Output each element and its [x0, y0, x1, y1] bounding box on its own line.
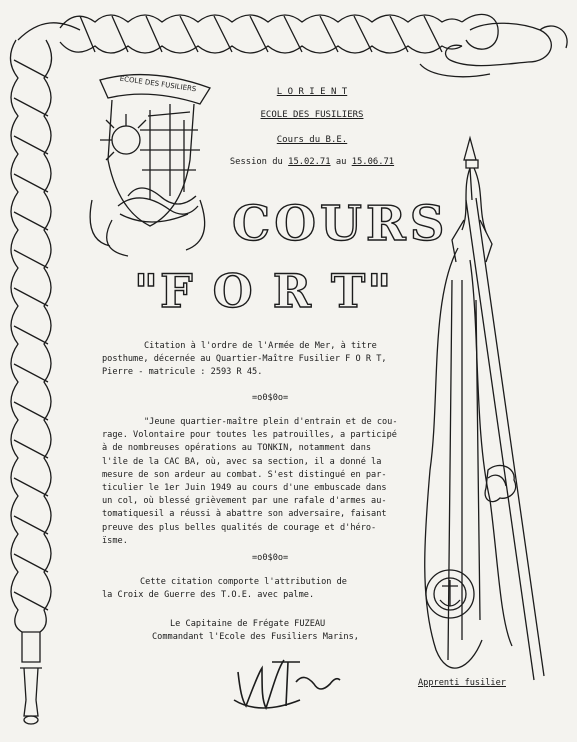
body-line: l'île de la CAC BA, où, avec sa section, il a donné la	[102, 456, 382, 467]
school-name: ECOLE DES FUSILIERS	[260, 110, 364, 120]
citation-body	[102, 416, 424, 548]
flag-caption: Apprenti fusilier	[418, 678, 506, 688]
body-line: preuve des plus belles qualités de courage et d'héro-	[102, 522, 377, 533]
emblem-label: ECOLE DES FUSILIERS	[119, 74, 197, 94]
title-cours: COURS	[232, 196, 449, 252]
session-prefix: Session du	[229, 157, 283, 167]
course-name: Cours du B.E.	[276, 135, 348, 145]
city: L O R I E N T	[276, 87, 348, 97]
rope-border-top	[18, 14, 567, 76]
body-line: tomatiquesil a réussi à abattre son adversaire, faisant	[102, 509, 387, 520]
body-line: ticulier le 1er Juin 1949 au cours d'une embuscade dans	[102, 483, 387, 494]
rope-border-left	[10, 40, 51, 724]
session-end: 15.06.71	[351, 157, 395, 167]
title-fort: "F O R T"	[134, 264, 394, 318]
body-line: un col, où blessé grièvement par une rafale d'armes au-	[102, 496, 387, 507]
body-line: ïsme.	[102, 535, 128, 546]
session-start: 15.02.71	[288, 157, 331, 167]
header-city	[222, 88, 402, 97]
session-mid: au	[335, 157, 347, 167]
body-line: mesure de son ardeur au combat. S'est distingué en par-	[102, 469, 387, 480]
attribution-line: la Croix de Guerre des T.O.E. avec palme.	[102, 590, 315, 601]
body-line: "Jeune quartier-maître plein d'entrain et de cou-	[144, 417, 398, 427]
header-school	[222, 111, 402, 120]
separator: =o0$0o=	[252, 393, 289, 403]
signatory-rank: Le Capitaine de Frégate FUZEAU	[170, 619, 326, 629]
emblem-drawing	[90, 75, 210, 256]
header-course	[222, 136, 402, 145]
body-line: à de nombreuses opérations au TONKIN, notamment dans	[102, 443, 372, 454]
signatory	[152, 618, 412, 644]
intro-line: posthume, décernée au Quartier-Maître Fusilier F O R T,	[102, 354, 387, 365]
attribution-line: Cette citation comporte l'attribution de	[140, 577, 347, 587]
body-line: rage. Volontaire pour toutes les patrouilles, a participé	[102, 430, 397, 441]
separator: =o0$0o=	[252, 553, 289, 563]
header-session	[214, 158, 410, 167]
signatory-title: Commandant l'Ecole des Fusiliers Marins,	[152, 632, 359, 643]
citation-intro	[102, 340, 422, 380]
intro-line: Pierre - matricule : 2593 R 45.	[102, 367, 263, 378]
intro-line: Citation à l'ordre de l'Armée de Mer, à titre	[144, 341, 377, 351]
attribution	[102, 576, 422, 602]
